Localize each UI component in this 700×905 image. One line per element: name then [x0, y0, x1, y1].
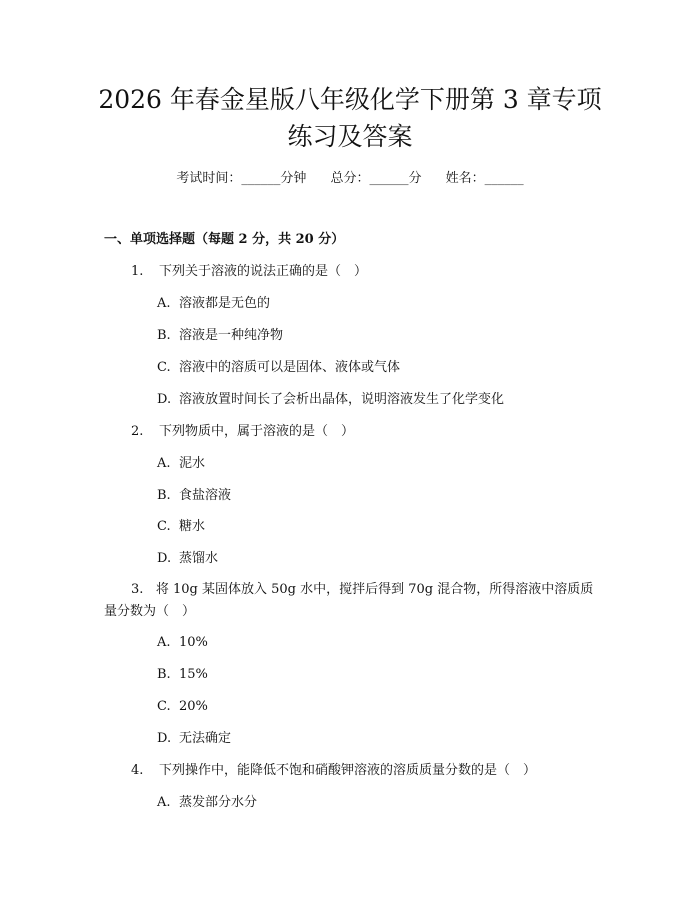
option-item: [157, 517, 205, 537]
option-text: 蒸发部分水分: [179, 795, 258, 810]
option-item: [157, 390, 504, 410]
option-text: 食盐溶液: [179, 488, 232, 503]
option-letter: C.: [157, 699, 171, 714]
option-text: 无法确定: [179, 731, 232, 746]
option-item: [157, 549, 218, 569]
question-2: [131, 422, 354, 442]
question-3: [104, 579, 604, 623]
section-heading-single-choice: 一、单项选择题（每题 2 分，共 20 分）: [104, 232, 345, 247]
option-letter: A.: [157, 296, 171, 311]
option-text: 溶液放置时间长了会析出晶体，说明溶液发生了化学变化: [179, 392, 505, 407]
question-number: 2.: [131, 424, 144, 439]
option-item: [157, 358, 400, 378]
option-letter: B.: [157, 667, 171, 682]
exam-score-field: 总分：______分: [330, 171, 422, 186]
question-number: 1.: [131, 264, 144, 279]
document-title-line2: 练习及答案: [287, 122, 413, 151]
option-item: [157, 326, 283, 346]
question-1: [131, 262, 367, 282]
option-text: 蒸馏水: [179, 551, 219, 566]
option-letter: A.: [157, 795, 171, 810]
exam-name-field: 姓名：______: [445, 171, 524, 186]
option-item: [157, 454, 205, 474]
option-letter: D.: [157, 392, 172, 407]
option-letter: D.: [157, 731, 172, 746]
option-item: [157, 633, 208, 653]
question-number: 4.: [131, 763, 144, 778]
option-letter: B.: [157, 488, 171, 503]
option-item: [157, 486, 231, 506]
option-text: 20%: [179, 699, 208, 714]
question-number: 3.: [131, 582, 144, 597]
option-text: 溶液都是无色的: [179, 296, 271, 311]
option-letter: B.: [157, 328, 171, 343]
option-item: [157, 729, 231, 749]
option-item: [157, 294, 270, 314]
option-item: [157, 665, 208, 685]
option-letter: D.: [157, 551, 172, 566]
option-text: 溶液是一种纯净物: [179, 328, 284, 343]
question-4: [131, 761, 536, 781]
option-text: 泥水: [179, 456, 206, 471]
option-letter: C.: [157, 519, 171, 534]
option-letter: A.: [157, 456, 171, 471]
option-text: 10%: [179, 635, 208, 650]
exam-time-field: 考试时间：______分钟: [176, 171, 307, 186]
option-letter: A.: [157, 635, 171, 650]
option-letter: C.: [157, 360, 171, 375]
exam-meta-line: [0, 169, 700, 189]
option-item: [157, 793, 257, 813]
question-text: 下列物质中，属于溶液的是（ ）: [159, 424, 355, 439]
option-text: 糖水: [179, 519, 206, 534]
option-item: [157, 697, 208, 717]
question-text: 下列关于溶液的说法正确的是（ ）: [159, 264, 368, 279]
question-text: 将 10g 某固体放入 50g 水中，搅拌后得到 70g 混合物，所得溶液中溶质质量分数为（ ）: [104, 582, 594, 619]
option-text: 15%: [179, 667, 208, 682]
document-title-line1: 2026 年春金星版八年级化学下册第 3 章专项: [98, 85, 602, 114]
option-text: 溶液中的溶质可以是固体、液体或气体: [179, 360, 401, 375]
question-text: 下列操作中，能降低不饱和硝酸钾溶液的溶质质量分数的是（ ）: [159, 763, 537, 778]
